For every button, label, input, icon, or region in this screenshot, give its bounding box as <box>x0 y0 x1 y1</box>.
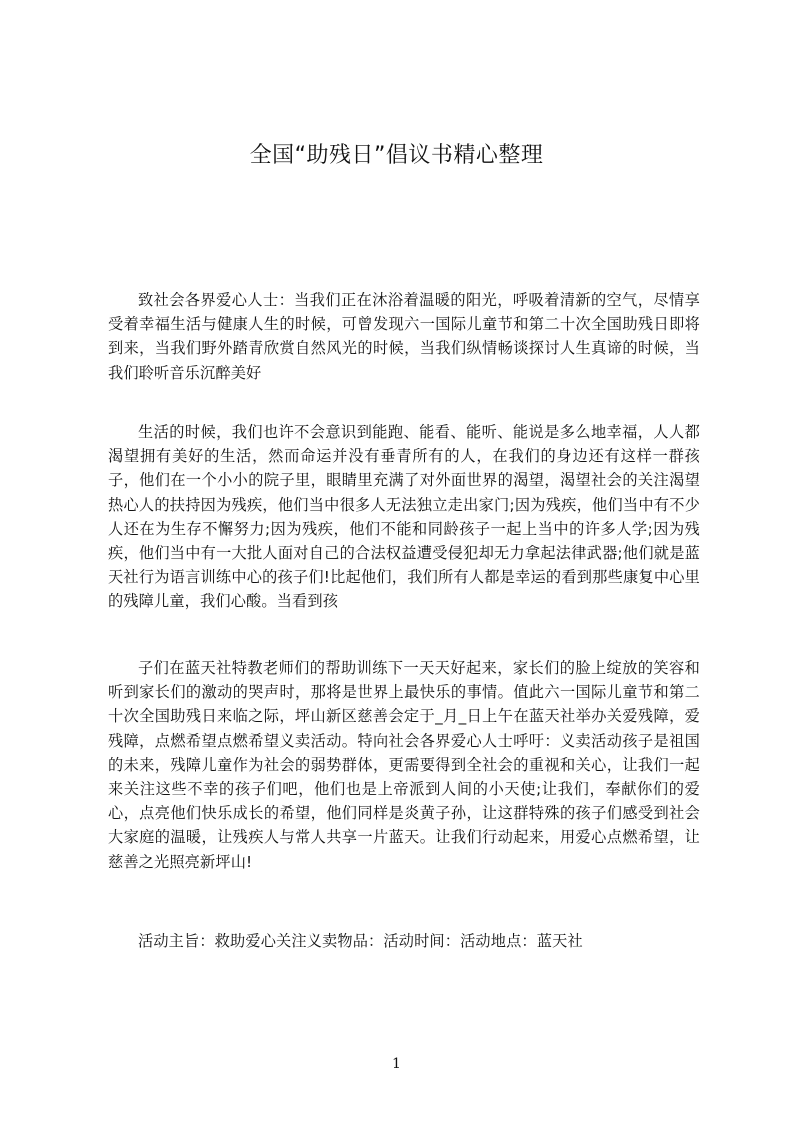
paragraph-activity-info: 活动主旨：救助爱心关注义卖物品：活动时间：活动地点：蓝天社 <box>138 932 583 950</box>
paragraph-children-situation: 生活的时候，我们也许不会意识到能跑、能看、能听、能说是多么地幸福，人人都渴望拥有美好的生活，然而命运并没有垂青所有的人，在我们的身边还有这样一群孩子，他们在一个小小的院子里，眼睛里充满了对外面世界的渴望，渴望社会的关注渴望热心人的扶持因为残疾，他们当中很多人无法独立走出家门;因为残疾，他们当中有不少人还在为生存不懈努力;因为残疾，他们不能和同龄孩子一起上当中的许多人学;因为残疾，他们当中有一大批人面对自己的合法权益遭受侵犯却无力拿起法律武器;他们就是蓝天社行为语言训练中心的孩子们!比起他们，我们所有人都是幸运的看到那些康复中心里的残障儿童，我们心酸。当看到孩 <box>108 423 700 611</box>
paragraph-greeting: 致社会各界爱心人士：当我们正在沐浴着温暖的阳光，呼吸着清新的空气，尽情享受着幸福生活与健康人生的时候，可曾发现六一国际儿童节和第二十次全国助残日即将到来，当我们野外踏青欣赏自然风光的时候，当我们纵情畅谈探讨人生真谛的时候，当我们聆听音乐沉醉美好 <box>108 291 700 382</box>
page-number: 1 <box>392 1056 401 1072</box>
paragraph-charity-appeal: 子们在蓝天社特教老师们的帮助训练下一天天好起来，家长们的脸上绽放的笑容和听到家长们的激动的哭声时，那将是世界上最快乐的事情。值此六一国际儿童节和第二十次全国助残日来临之际，坪山新区慈善会定于_月_日上午在蓝天社举办关爱残障，爱残障，点燃希望点燃希望义卖活动。特向社会各界爱心人士呼吁：义卖活动孩子是祖国的未来，残障儿童作为社会的弱势群体，更需要得到全社会的重视和关心，让我们一起来关注这些不幸的孩子们吧，他们也是上帝派到人间的小天使;让我们，奉献你们的爱心，点亮他们快乐成长的希望，他们同样是炎黄子孙，让这群特殊的孩子们感受到社会大家庭的温暖，让残疾人与常人共享一片蓝天。让我们行动起来，用爱心点燃希望，让慈善之光照亮新坪山! <box>108 659 700 871</box>
document-title: 全国“助残日”倡议书精心整理 <box>249 143 544 168</box>
